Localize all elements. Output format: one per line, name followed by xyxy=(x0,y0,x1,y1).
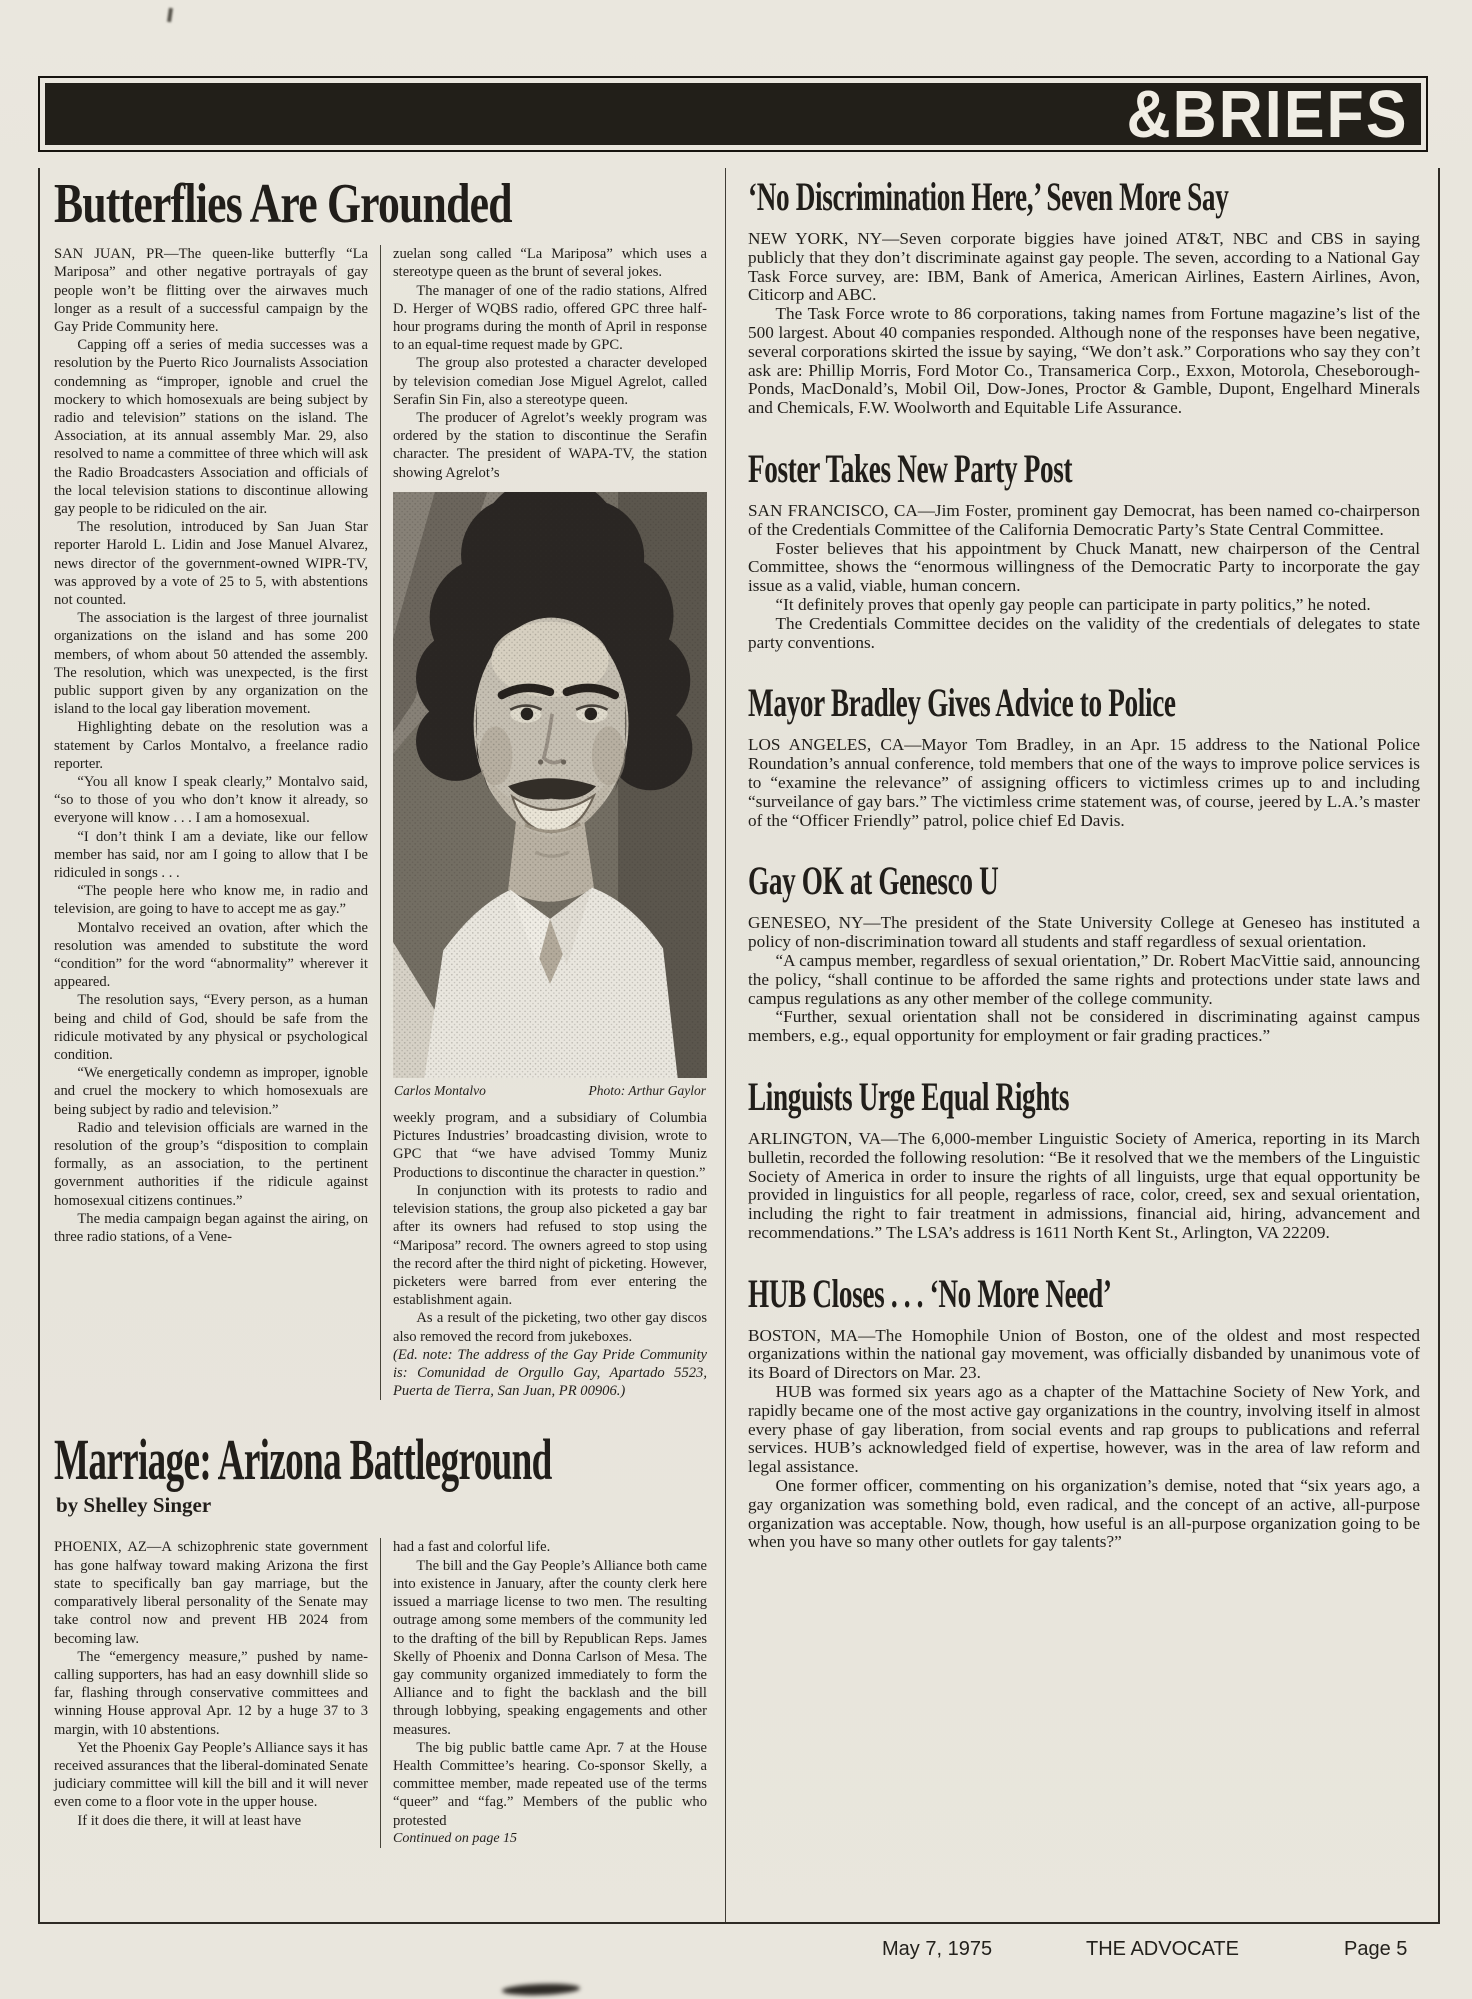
column-rule xyxy=(380,245,381,1400)
butterflies-column-1 xyxy=(54,245,368,1400)
paragraph: The group also protested a character developed by television comedian Jose Miguel Agrelot, called Serafin Sin Fin, also a stereotype queen. xyxy=(393,355,707,408)
brief-article-hub-closes xyxy=(748,1270,1420,1553)
photo-caption xyxy=(394,1082,706,1100)
footer-date: May 7, 1975 xyxy=(882,1938,993,1960)
paragraph: “Further, sexual orientation shall not be considered in discriminating against campus members, e.g., equal opportunity for employment or fair grading practices.” xyxy=(748,1007,1420,1046)
marriage-headline: Marriage: Arizona Battleground xyxy=(54,1427,552,1493)
butterflies-column-2 xyxy=(393,245,707,1400)
byline: by Shelley Singer xyxy=(56,1493,212,1518)
paragraph: Highlighting debate on the resolution was a statement by Carlos Montalvo, a freelance radio reporter. xyxy=(54,719,368,772)
paragraph: HUB was formed six years ago as a chapter of the Mattachine Society of New York, and rapidly became one of the most active gay organizations in the country, involving itself in almost every phase of gay liberation, from social events and rap groups to publications and referral services. HUB’s acknowledged field of expertise, however, was in the area of law reform and legal assistance. xyxy=(748,1382,1420,1477)
paragraph: The media campaign began against the airing, on three radio stations, of a Vene- xyxy=(54,1210,368,1246)
paragraph: Radio and television officials are warned in the resolution of the group’s “disposition to complain formally, as an association, to the pertinent government authorities if the ridicule against homosexual citizens continues.” xyxy=(54,1119,368,1209)
paragraph: SAN JUAN, PR—The queen-like butterfly “La Mariposa” and other negative portrayals of gay people won’t be flitting over the airwaves much longer as a result of a successful campaign by the Gay Pride Community here. xyxy=(54,246,368,335)
paragraph: NEW YORK, NY—Seven corporate biggies have joined AT&T, NBC and CBS in saying publicly that they don’t discriminate against gay people. The seven, according to a National Gay Task Force survey, are: IBM, Bank of America, American Airlines, Eastern Airlines, Avon, Citicorp and ABC. xyxy=(748,229,1420,305)
paragraph: Yet the Phoenix Gay People’s Alliance says it has received assurances that the liberal-dominated Senate judiciary committee will kill the bill and it will never even come to a floor vote in the upper house. xyxy=(54,1739,368,1811)
right-section xyxy=(726,168,1438,1922)
continued-notice: Continued on page 15 xyxy=(393,1830,518,1846)
marriage-column-2 xyxy=(393,1538,707,1847)
brief-headline: Gay OK at Genesco U xyxy=(748,858,999,904)
butterflies-columns xyxy=(54,245,707,1400)
paragraph: “I don’t think I am a deviate, like our fellow member has said, nor am I going to allow that I be ridiculed in songs . . . xyxy=(54,828,368,882)
paragraph: “A campus member, regardless of sexual orientation,” Dr. Robert MacVittie said, announcing the policy, “shall continue to be afforded the same rights and protections under state laws and campus regulations as any other member of the college community. xyxy=(748,950,1420,1008)
photo-of-carlos-montalvo xyxy=(393,492,707,1078)
scan-smudge xyxy=(502,1983,580,1997)
paragraph: weekly program, and a subsidiary of Columbia Pictures Industries’ broadcasting division, wrote to GPC that “we have advised Tommy Muniz Productions to discontinue the character in question.” xyxy=(393,1110,707,1181)
page-content xyxy=(38,168,1440,1924)
brief-article-mayor-bradley xyxy=(748,682,1420,830)
photo-caption-subject: Carlos Montalvo xyxy=(394,1082,486,1098)
brief-article-gay-ok-genesco xyxy=(748,860,1420,1046)
paragraph: Foster believes that his appointment by Chuck Manatt, new chairperson of the Central Committee, shows the “enormous willingness of the Democratic Party to incorporate the gay issue as a valid, viable, human concern. xyxy=(748,538,1420,596)
butterflies-headline: Butterflies Are Grounded xyxy=(54,173,512,235)
paragraph: The producer of Agrelot’s weekly program was ordered by the station to discontinue the Serafin character. The president of WAPA-TV, the station showing Agrelot’s xyxy=(393,409,707,481)
brief-headline: Foster Takes New Party Post xyxy=(748,445,1073,491)
paragraph: The resolution says, “Every person, as a human being and child of God, should be safe from the ridicule motivated by any physical or psychological condition. xyxy=(54,992,368,1064)
brief-article-no-discrimination xyxy=(748,176,1420,418)
paragraph: The big public battle came Apr. 7 at the House Health Committee’s hearing. Co-sponsor Skelly, a committee member, made repeated use of the terms “queer” and “fag.” Members of the public who protested xyxy=(393,1739,707,1829)
paragraph: had a fast and colorful life. xyxy=(393,1539,551,1556)
paragraph: “You all know I speak clearly,” Montalvo said, “so to those of you who don’t know it already, so everyone will know . . . I am a homosexual. xyxy=(54,774,368,827)
scan-speck xyxy=(167,8,173,22)
paragraph: “We energetically condemn as improper, ignoble and cruel the mockery to which homosexuals are being subject by radio and television.” xyxy=(54,1065,368,1118)
footer-page-number: Page 5 xyxy=(1344,1938,1408,1960)
paragraph: “It definitely proves that openly gay people can participate in party politics,” he noted. xyxy=(775,594,1371,614)
brief-headline: ‘No Discrimination Here,’ Seven More Say xyxy=(748,174,1229,219)
marriage-column-1 xyxy=(54,1538,368,1847)
editors-note: (Ed. note: The address of the Gay Pride Community is: Comunidad de Orgullo Gay, Apartado 5523, Puerta de Tierra, San Juan, PR 00906.) xyxy=(393,1346,707,1400)
paragraph: BOSTON, MA—The Homophile Union of Boston, one of the oldest and most respected organizations within the national gay movement, was officially disbanded by unanimous vote of its Board of Directors on Mar. 23. xyxy=(748,1325,1420,1383)
masthead-banner xyxy=(38,76,1428,152)
photo-caption-credit: Photo: Arthur Gaylor xyxy=(588,1082,706,1098)
footer-publication: THE ADVOCATE xyxy=(1086,1938,1239,1960)
brief-headline: HUB Closes . . . ‘No More Need’ xyxy=(748,1270,1112,1316)
paragraph: PHOENIX, AZ—A schizophrenic state government has gone halfway toward making Arizona the first state to specifically ban gay marriage, but the comparatively liberal personality of the Senate may take control now and prevent HB 2024 from becoming law. xyxy=(54,1539,368,1647)
paragraph: Capping off a series of media successes was a resolution by the Puerto Rico Journalists Association condemning as “improper, ignoble and cruel the mockery to which homosexuals are being subject by radio and television” stations on the island. The Association, at its annual assembly Mar. 29, also resolved to name a committee of three which will ask the Radio Broadcasters Association and officials of the local television stations to discontinue allowing gay people to be ridiculed on the air. xyxy=(54,337,368,517)
column-rule xyxy=(380,1538,381,1847)
paragraph: As a result of the picketing, two other gay discos also removed the record from jukeboxes. xyxy=(393,1310,707,1345)
paragraph: SAN FRANCISCO, CA—Jim Foster, prominent gay Democrat, has been named co-chairperson of the Credentials Committee of the California Democratic Party’s State Central Committee. xyxy=(748,500,1420,539)
paragraph: The “emergency measure,” pushed by name-calling supporters, has had an easy downhill slide so far, flashing through conservative committees and winning House approval Apr. 12 by a huge 37 to 3 margin, with 10 abstentions. xyxy=(54,1648,368,1738)
briefs-logo: &BRIEFS xyxy=(1126,76,1409,152)
paragraph: The Credentials Committee decides on the validity of the credentials of delegates to state party conventions. xyxy=(748,613,1420,652)
brief-article-linguists xyxy=(748,1073,1420,1243)
page-footer xyxy=(0,1938,1472,1968)
marriage-columns xyxy=(54,1538,707,1847)
portrait-photo-illustration xyxy=(393,492,707,1078)
paragraph: One former officer, commenting on his organization’s demise, noted that “six years ago, a gay organization was something bold, even radical, and the concept of an active, all-purpose organization was acceptable. Now, though, how useful is an all-purpose organization going to be when you have so many other outlets for gay talents?” xyxy=(748,1476,1420,1552)
paragraph: zuelan song called “La Mariposa” which uses a stereotype queen as the brunt of several jokes. xyxy=(393,246,707,281)
left-section xyxy=(40,168,726,1922)
brief-headline: Linguists Urge Equal Rights xyxy=(748,1073,1070,1119)
paragraph: The resolution, introduced by San Juan Star reporter Harold L. Lidin and Jose Manuel Alvarez, news director of the government-owned WIPR-TV, was approved by a vote of 25 to 5, with abstentions not counted. xyxy=(54,519,368,608)
paragraph: In conjunction with its protests to radio and television stations, the group also picketed a gay bar after its owners had refused to stop using the “Mariposa” record. The owners agreed to stop using the record after the third night of picketing. However, picketers were barred from ever entering the establishment again. xyxy=(393,1182,707,1309)
paragraph: The bill and the Gay People’s Alliance both came into existence in January, after the county clerk here issued a marriage license to two men. The resulting outrage among some members of the community led to the drafting of the bill by Republican Reps. James Skelly of Phoenix and Donna Carlson of Mesa. The gay community organized immediately to form the Alliance and to fight the backlash and the bill through lobbying, speaking engagements and other measures. xyxy=(393,1557,707,1738)
brief-headline: Mayor Bradley Gives Advice to Police xyxy=(748,680,1176,726)
masthead-bar xyxy=(45,76,1421,152)
paragraph: ARLINGTON, VA—The 6,000-member Linguistic Society of America, reporting in its March bulletin, recorded the following resolution: “Be it resolved that we the members of the Linguistic Society of America in order to insure the rights of all linguists, urge that equal opportunity be provided in linguistics for all people, regarless of race, color, creed, sex and sexual orientation, including the right to fair treatment in admissions, financial aid, hiring, advancement and recommendations.” The LSA’s address is 1611 North Kent St., Arlington, VA 22209. xyxy=(748,1128,1420,1242)
paragraph: Montalvo received an ovation, after which the resolution was amended to substitute the word “condition” for the word “abnormality” wherever it appeared. xyxy=(54,919,368,991)
paragraph: GENESEO, NY—The president of the State University College at Geneseo has instituted a policy of non-discrimination toward all students and staff regardless of sexual orientation. xyxy=(748,913,1420,952)
paragraph: If it does die there, it will at least have xyxy=(77,1812,302,1829)
paragraph: The association is the largest of three journalist organizations on the island and has some 200 members, of whom about 50 attended the assembly. The resolution, which was unexpected, is the first public support given by any organization on the island to the local gay liberation movement. xyxy=(54,610,368,718)
paragraph: LOS ANGELES, CA—Mayor Tom Bradley, in an Apr. 15 address to the National Police Roundation’s annual conference, told members that one of the ways to improve police services is to “examine the relevance” of assigning officers to victimless crimes up to and including “surveilance of gay bars.” The victimless crime statement was, of course, jeered by L.A.’s master of the “Officer Friendly” patrol, police chief Ed Davis. xyxy=(748,735,1420,830)
brief-article-foster-party-post xyxy=(748,445,1420,652)
paragraph: The manager of one of the radio stations, Alfred D. Herger of WQBS radio, offered GPC three half-hour programs during the month of April in response to an equal-time request made by GPC. xyxy=(393,282,707,354)
paragraph: “The people here who know me, in radio and television, are going to have to accept me as gay.” xyxy=(54,883,368,918)
paragraph: The Task Force wrote to 86 corporations, taking names from Fortune magazine’s list of the 500 largest. About 40 companies responded. Although none of the responses have been negative, several corporations skirted the issue by saying, “We don’t ask.” Corporations who say they con’t ask are: Phillip Morris, Ford Motor Co., Transamerica Corp., Exxon, Motorola, Cheseborough-Ponds, MacDonald’s, Mobil Oil, Dow-Jones, Proctor & Gamble, Dupont, Engelhard Minerals and Chemicals, F.W. Woolworth and Equitable Life Assurance. xyxy=(748,304,1420,418)
